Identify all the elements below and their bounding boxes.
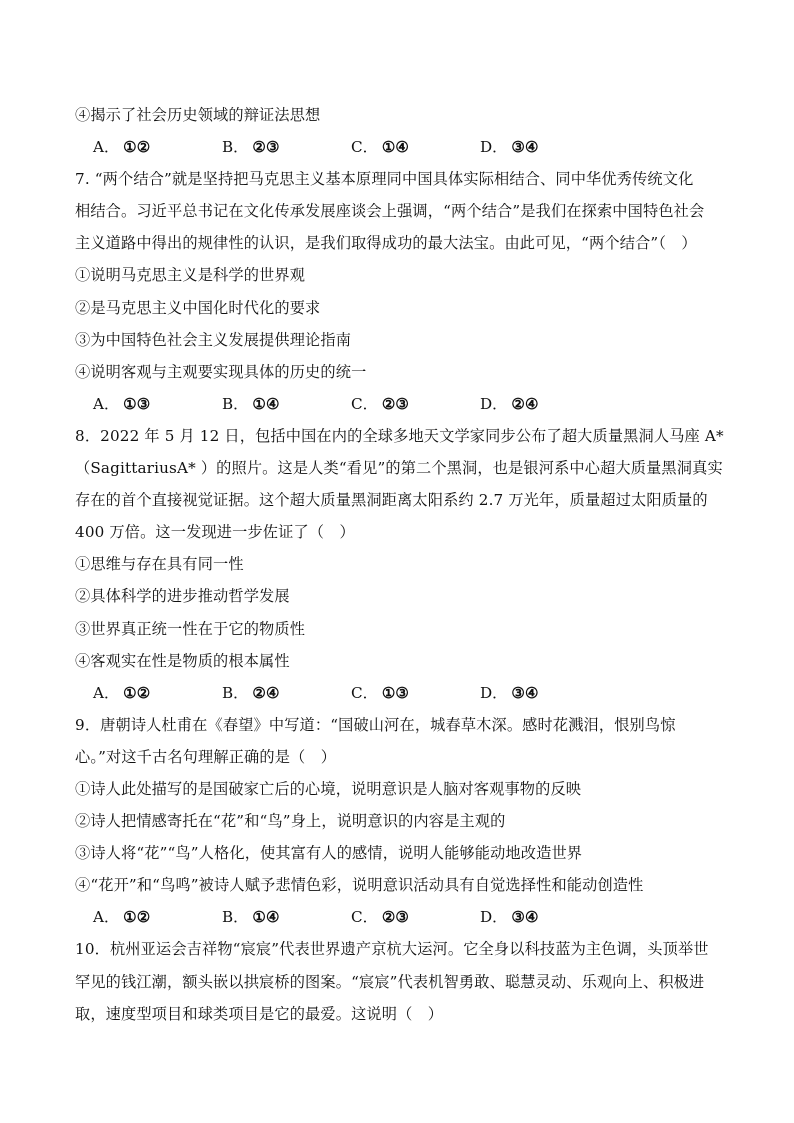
option-d[interactable]: D． ③④ (480, 138, 539, 157)
question-stem-line: 7. “两个结合”就是坚持把马克思主义基本原理同中国具体实际相结合、同中华优秀传统文化 (75, 170, 694, 189)
item-line: ①说明马克思主义是科学的世界观 (75, 266, 306, 285)
item-line: ③为中国特色社会主义发展提供理论指南 (75, 330, 352, 349)
question-stem-line: 9．唐朝诗人杜甫在《春望》中写道：“国破山河在，城春草木深。感时花溅泪，恨别鸟惊 (75, 715, 676, 734)
question-stem-line: 10．杭州亚运会吉祥物“宸宸”代表世界遗产京杭大运河。它全身以科技蓝为主色调，头顶举世 (75, 940, 709, 959)
item-line: ③诗人将“花”“鸟”人格化，使其富有人的感情，说明人能够能动地改造世界 (75, 844, 583, 863)
option-b[interactable]: B． ①④ (222, 394, 280, 413)
option-c[interactable]: C． ②③ (351, 394, 410, 413)
item-line: ②具体科学的进步推动哲学发展 (75, 587, 290, 606)
item-line: ④客观实在性是物质的根本属性 (75, 651, 290, 670)
option-a[interactable]: A． ①② (93, 138, 151, 157)
question-9 (75, 709, 725, 934)
item-line: ②诗人把情感寄托在“花”和“鸟”身上，说明意识的内容是主观的 (75, 812, 506, 831)
item-line: ①思维与存在具有同一性 (75, 555, 244, 574)
option-a[interactable]: A． ①② (93, 683, 151, 702)
option-a[interactable]: A． ①③ (93, 394, 151, 413)
option-d[interactable]: D． ③④ (480, 908, 539, 927)
question-stem-line: 存在的首个直接视觉证据。这个超大质量黑洞距离太阳系约 2.7 万光年，质量超过太阳质量的 (75, 491, 708, 510)
answer-options (75, 388, 725, 420)
option-d[interactable]: D． ③④ (480, 683, 539, 702)
question-8 (75, 420, 725, 709)
question-stem-line: 主义道路中得出的规律性的认识，是我们取得成功的最大法宝。由此可见，“两个结合”（ ） (75, 234, 697, 253)
question-stem-line: 400 万倍。这一发现进一步佐证了（ ） (75, 523, 355, 542)
question-stem-line: 罕见的钱江潮，额头嵌以拱宸桥的图案。“宸宸”代表机智勇敢、聪慧灵动、乐观向上、积极进 (75, 972, 705, 991)
option-d[interactable]: D． ②④ (480, 394, 539, 413)
item-line: ④“花开”和“鸟鸣”被诗人赋予悲情色彩，说明意识活动具有自觉选择性和能动创造性 (75, 876, 644, 895)
option-b[interactable]: B． ①④ (222, 908, 280, 927)
question-stem-line: 心。”对这千古名句理解正确的是（ ） (75, 747, 337, 766)
option-c[interactable]: C． ②③ (351, 908, 410, 927)
question-stem-line: 相结合。习近平总书记在文化传承发展座谈会上强调，“两个结合”是我们在探索中国特色社会 (75, 202, 705, 221)
option-a[interactable]: A． ①② (93, 908, 151, 927)
question-stem-line: （SagittariusA* ）的照片。这是人类“看见”的第二个黑洞，也是银河系中心超大质量黑洞真实 (75, 459, 723, 478)
answer-options (75, 901, 725, 933)
answer-options (75, 131, 725, 163)
item-line: ②是马克思主义中国化时代化的要求 (75, 298, 321, 317)
page-content (75, 99, 725, 1030)
option-c[interactable]: C． ①③ (351, 683, 410, 702)
option-b[interactable]: B． ②③ (222, 138, 280, 157)
option-b[interactable]: B． ②④ (222, 683, 280, 702)
question-stem-line: 8．2022 年 5 月 12 日，包括中国在内的全球多地天文学家同步公布了超大质量黑洞人马座 A* (75, 426, 724, 445)
item-line: ③世界真正统一性在于它的物质性 (75, 619, 306, 638)
option-c[interactable]: C． ①④ (351, 138, 410, 157)
item-line: ④揭示了社会历史领域的辩证法思想 (75, 106, 321, 124)
answer-options (75, 677, 725, 709)
item-line: ①诗人此处描写的是国破家亡后的心境，说明意识是人脑对客观事物的反映 (75, 779, 582, 798)
item-line: ④说明客观与主观要实现具体的历史的统一 (75, 362, 367, 381)
question-stem-line: 取，速度型项目和球类项目是它的最爱。这说明（ ） (75, 1004, 444, 1023)
question-7 (75, 163, 725, 420)
question-10 (75, 933, 725, 1029)
